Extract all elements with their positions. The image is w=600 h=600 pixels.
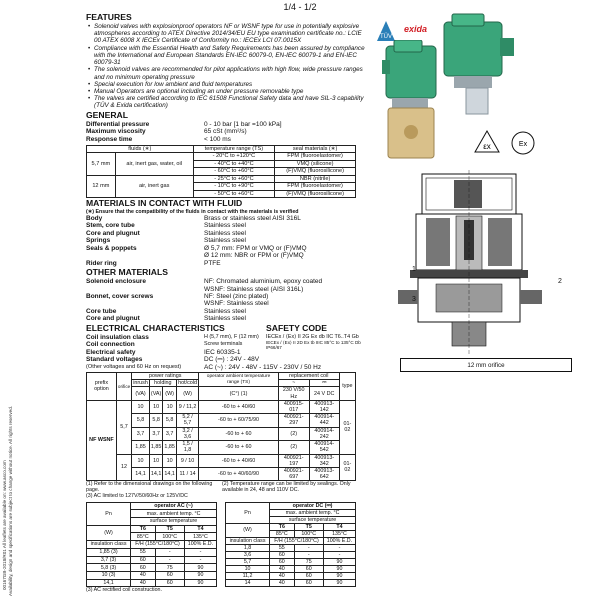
- material-value: Stainless steel: [204, 222, 246, 230]
- page-number: 1/4 - 1/2: [283, 2, 317, 12]
- coil-dc-cell: 400913-142: [309, 400, 339, 413]
- coil-ac-cell: (2): [278, 427, 309, 440]
- other-key: Bonnet, cover screws: [86, 292, 154, 300]
- inrush-header: inrush: [133, 380, 148, 387]
- ac-cell: 5,8 (3): [87, 564, 131, 572]
- dc-cell: -: [294, 545, 323, 552]
- inrush-cell: 10: [132, 454, 150, 467]
- dc-cell: 5,7: [226, 559, 270, 566]
- orifice-cell: 12: [116, 454, 131, 481]
- ac-operator-table: [86, 502, 217, 588]
- ac-cell: -: [155, 556, 184, 564]
- dc-cell: 60: [294, 573, 323, 580]
- dc-col: T5: [294, 523, 323, 530]
- electrical-heading-row: [86, 323, 366, 334]
- ac-ins-label: insulation class: [87, 541, 131, 549]
- type-cell: 01-02: [339, 400, 355, 454]
- valve-photo-steel: [436, 12, 532, 116]
- ac-cell: 75: [155, 564, 184, 572]
- spec-notes: [86, 481, 366, 493]
- side-text-leaflet: 00167GB-2018/R01 All leaflets are available on: www.asco.com: [2, 460, 7, 590]
- dc-cell: 40: [270, 573, 294, 580]
- dc-col: T6: [270, 523, 294, 530]
- ambient-cell: -60 to + 40/60: [199, 400, 279, 413]
- ac-cell: -: [184, 556, 216, 564]
- other-value: WSNF: Stainless steel (AISI 316L): [204, 285, 304, 293]
- material-value: Ø 5,7 mm: FPM or VMQ or (F)VMQ: [204, 244, 307, 252]
- type-header: type: [339, 373, 355, 401]
- material-key: Springs: [86, 237, 111, 245]
- power-header: power ratings: [132, 373, 199, 380]
- pn-header: Pn: [87, 502, 131, 525]
- material-row: [86, 222, 366, 229]
- orifice-cell: 5,7: [116, 400, 131, 454]
- coil-ac-cell: 400921-197: [278, 454, 309, 467]
- general-row: [86, 128, 366, 135]
- other-key: Core and plugnut: [86, 315, 140, 323]
- exida-logo: exida: [404, 24, 428, 34]
- dc-cell: 90: [323, 566, 355, 573]
- temp-cell: - 25°C to +60°C: [193, 175, 275, 182]
- dc-cell: 11,2: [226, 573, 270, 580]
- ac-title: operator AC (~): [131, 502, 217, 510]
- coil-dc-cell: 400913-642: [309, 467, 339, 480]
- electrical-value: Screw terminals: [204, 341, 243, 348]
- hotcold-cell: 1,5 / 1,8: [176, 441, 198, 454]
- electrical-key: (Other voltages and 60 Hz on request): [86, 363, 182, 370]
- hotcold-header: hot/cold: [178, 380, 197, 387]
- electrical-key: Electrical safety: [86, 348, 136, 356]
- features-list: [86, 23, 366, 110]
- ac-unit: (W): [87, 525, 131, 540]
- coil-dc-cell: 400914-442: [309, 414, 339, 427]
- material-key: Rider ring: [86, 259, 117, 267]
- other-row: [86, 286, 366, 293]
- side-text-rights: Availability, design and specifications are subject to change without notice. All rights reserved.: [8, 405, 13, 596]
- ac-temp: 100°C: [155, 533, 184, 541]
- port-label-1: 1: [412, 266, 416, 273]
- seal-cell: FPM (fluoroelastomer): [275, 183, 356, 190]
- material-key: [86, 252, 204, 259]
- ac-cell: 40: [131, 572, 155, 580]
- other-key: [86, 286, 204, 293]
- ac-cell: 90: [184, 579, 216, 587]
- dc-cell: 14: [226, 580, 270, 587]
- dc-cell: 55: [270, 545, 294, 552]
- dc-cell: 40: [270, 580, 294, 587]
- dc-cell: 90: [323, 573, 355, 580]
- dc-cell: 1,8: [226, 545, 270, 552]
- other-row: [86, 315, 366, 322]
- general-row: [86, 121, 366, 128]
- ambient-cell: -60 to + 60: [199, 441, 279, 454]
- material-row: [86, 260, 366, 267]
- other-key: Core tube: [86, 307, 117, 315]
- ac-temp: 135°C: [184, 533, 216, 541]
- svg-text:εx: εx: [483, 142, 491, 151]
- material-row: [86, 237, 366, 244]
- electrical-row: [86, 356, 366, 363]
- dc-col: T4: [323, 523, 355, 530]
- orifice-cell: 5,7 mm: [87, 153, 116, 175]
- inrush-cell: 5,8: [132, 414, 150, 427]
- ac-cell: 90: [184, 564, 216, 572]
- coil-ac-cell: (2): [278, 441, 309, 454]
- other-row: [86, 293, 366, 300]
- dc-temp: 85°C: [270, 530, 294, 537]
- material-row: [86, 215, 366, 222]
- general-key: Maximum viscosity: [86, 128, 146, 136]
- hotcold-cell: 9 / 11,2: [176, 400, 198, 413]
- inrush-cell: 14,1: [132, 467, 150, 480]
- fluids-header: fluids (∗): [87, 145, 194, 152]
- ac-cell: 40: [131, 579, 155, 587]
- feature-item: • The solenoid valves are recommended for pilot applications with high flow, wide pressure ranges and no minimum operating pressure: [86, 66, 366, 80]
- coil-dc-cell: 400914-242: [309, 427, 339, 440]
- temp-cell: - 10°C to +90°C: [193, 183, 275, 190]
- other-value: NF: Chromated aluminium, epoxy coated: [204, 278, 323, 286]
- holding-va-cell: 14,1: [149, 467, 163, 480]
- other-title: OTHER MATERIALS: [86, 267, 168, 278]
- unit-c: (C°) (1): [199, 387, 279, 400]
- other-row: [86, 308, 366, 315]
- unit-dc: 24 V DC: [309, 387, 339, 400]
- coil-ac-cell: 400915-017: [278, 400, 309, 413]
- iecex-ex-icon: [510, 130, 536, 156]
- inrush-cell: 1,85: [132, 441, 150, 454]
- ac-temp: 85°C: [131, 533, 155, 541]
- dc-temp: 135°C: [323, 530, 355, 537]
- dc-symbol: ⎓: [309, 380, 339, 387]
- electrical-value: IEC 60335-1: [204, 348, 241, 356]
- material-value: Stainless steel: [204, 237, 246, 245]
- holding-va-cell: 5,8: [149, 414, 163, 427]
- electrical-value: H (5,7 mm), F (12 mm): [204, 333, 259, 340]
- temperature-tables: [86, 502, 366, 588]
- other-key: [86, 300, 204, 307]
- material-value: PTFE: [204, 259, 221, 267]
- other-row: [86, 300, 366, 307]
- ac-surface: surface temperature: [131, 517, 217, 525]
- dc-cell: 60: [270, 559, 294, 566]
- fluid-cell: air, inert gas: [115, 175, 193, 197]
- hotcold-cell: 9 / 10: [176, 454, 198, 467]
- dc-cell: 60: [294, 566, 323, 573]
- electrical-key: Standard voltages: [86, 356, 143, 364]
- holding-va-cell: 10: [149, 454, 163, 467]
- prefix-cell: NF WSNF: [87, 400, 117, 480]
- dc-cell: 60: [294, 580, 323, 587]
- material-row: [86, 252, 366, 259]
- holding-header: holding: [149, 380, 176, 387]
- general-value: < 100 ms: [204, 135, 231, 143]
- dc-title: operator DC (⎓): [270, 502, 356, 509]
- holding-va-cell: 3,7: [149, 427, 163, 440]
- inrush-cell: 3,7: [132, 427, 150, 440]
- material-key: Body: [86, 214, 103, 222]
- seal-cell: (F)VMQ (fluorosilicone): [275, 168, 356, 175]
- electrical-row: [86, 364, 366, 371]
- ac-cell: -: [155, 548, 184, 556]
- ambient-cell: -60 to + 40/60/90: [199, 467, 279, 480]
- ac-cell: 60: [131, 564, 155, 572]
- ac-col: T6: [131, 525, 155, 533]
- feature-item: • Compliance with the Essential Health and Safety Requirements has been assured by compliance with the International and European Standards EN-IEC 60079-0, EN-IEC 60079-1 and EN-IEC 60079-31: [86, 45, 366, 67]
- holding-va-cell: 1,85: [149, 441, 163, 454]
- valve-section-drawing: [396, 170, 568, 356]
- general-value: 0 - 10 bar [1 bar =100 kPa]: [204, 120, 282, 128]
- atex-ex-icon: [474, 130, 500, 154]
- dc-cell: -: [323, 552, 355, 559]
- ac-cell: 90: [184, 572, 216, 580]
- ambient-cell: -60 to + 60: [199, 427, 279, 440]
- ambient-cell: -60 to + 40/60: [199, 454, 279, 467]
- seal-cell: FPM (fluoroelastomer): [275, 153, 356, 160]
- electrical-key: Coil connection: [86, 341, 135, 349]
- other-value: NF: Steel (zinc plated): [204, 292, 269, 300]
- hotcold-cell: 11 / 14: [176, 467, 198, 480]
- seal-cell: NBR (nitrile): [275, 175, 356, 182]
- holding-w-cell: 5,8: [163, 414, 177, 427]
- coil-dc-cell: 400913-342: [309, 454, 339, 467]
- dc-cell: 10: [226, 566, 270, 573]
- electrical-title: ELECTRICAL CHARACTERISTICS: [86, 322, 225, 333]
- coil-ac-cell: 400921-697: [278, 467, 309, 480]
- material-key: Seals & poppets: [86, 244, 137, 252]
- unit-ac: 230 V/50 Hz: [278, 387, 309, 400]
- electrical-block: [86, 334, 366, 371]
- prefix-header: prefix option: [87, 373, 117, 401]
- other-key: Solenoid enclosure: [86, 278, 146, 286]
- port-label-2: 2: [558, 278, 562, 285]
- seal-cell: VMQ (silicone): [275, 160, 356, 167]
- safety-title: SAFETY CODE: [266, 322, 327, 333]
- other-value: Stainless steel: [204, 315, 246, 323]
- material-row: [86, 245, 366, 252]
- safety-line: IECEx / ⟨Ex⟩ II 2D Ex tb IIIC 85°C to 135°C Db IP66/67: [266, 339, 361, 351]
- general-value: 65 cSt (mm²/s): [204, 128, 247, 136]
- dc-cell: 40: [270, 566, 294, 573]
- orifice-header: orifice: [116, 373, 131, 401]
- coil-header: replacement coil: [278, 373, 339, 380]
- spec-note: (2) Temperature range can be limited by sealings. Only available in 24, 48 and 110V DC.: [222, 481, 351, 494]
- dc-cell: -: [323, 545, 355, 552]
- fluids-table: [86, 145, 356, 198]
- orifice-cell: 12 mm: [87, 175, 116, 197]
- ac-cell: 60: [155, 572, 184, 580]
- dc-ins: F/H (155°C/180°C): [270, 537, 324, 544]
- temperature-header: temperature range (TS): [193, 145, 275, 152]
- unit-va: (VA): [149, 387, 163, 400]
- ac-cell: 60: [131, 556, 155, 564]
- general-row: [86, 136, 366, 143]
- dc-ins-label: insulation class: [226, 537, 270, 544]
- safety-line: IECEx / ⟨Ex⟩ II 2G Ex db IIC T6..T4 Gb: [266, 333, 359, 340]
- temp-cell: - 60°C to +60°C: [193, 168, 275, 175]
- ac-cell: 3,7 (3): [87, 556, 131, 564]
- ac-ins: F/H (155°C/180°C): [131, 541, 185, 549]
- dc-unit: (W): [226, 523, 270, 537]
- other-row: [86, 278, 366, 285]
- holding-w-cell: 10: [163, 454, 177, 467]
- ac-symbol: ~: [278, 380, 309, 387]
- materials-note: (∗) Ensure that the compatibility of the fluids in contact with the materials is verified: [86, 208, 299, 215]
- dc-cell: -: [294, 552, 323, 559]
- pn-header: Pn: [226, 502, 270, 523]
- material-key: Core and plugnut: [86, 229, 140, 237]
- material-value: Brass or stainless steel AISI 316L: [204, 214, 301, 222]
- coil-ac-cell: 400921-297: [278, 414, 309, 427]
- spec-note: (3) AC limited to 127V/50/60Hz or 125V/DC: [86, 493, 188, 500]
- port-label-3: 3: [412, 296, 416, 303]
- unit-w: (W): [163, 387, 177, 400]
- ac-subtitle: max. ambient temp. °C: [131, 510, 217, 518]
- ac-cell: 55: [131, 548, 155, 556]
- temp-cell: - 20°C to +120°C: [193, 153, 275, 160]
- holding-w-cell: 1,85: [163, 441, 177, 454]
- material-key: Stem, core tube: [86, 222, 135, 230]
- material-row: [86, 230, 366, 237]
- tuv-logo-icon: [376, 20, 396, 42]
- holding-w-cell: 14,1: [163, 467, 177, 480]
- tuv-logo-text: TÜV: [380, 34, 392, 40]
- fluid-cell: air, inert gas, water, oil: [115, 153, 193, 175]
- ac-note: (3) AC rectified coil construction.: [86, 587, 162, 594]
- dc-surface: surface temperature: [270, 516, 356, 523]
- ambient-cell: -60 to + 60/75/90: [199, 414, 279, 427]
- inrush-cell: 10: [132, 400, 150, 413]
- feature-item: • The valves are certified according to IEC 61508 Functional Safety data and have SIL-3 capability (TÜV & Exida certification): [86, 95, 366, 109]
- ac-ins: 100% E.D.: [184, 541, 216, 549]
- ambient-header: operator ambient temperature range (TS): [199, 373, 279, 387]
- material-value: Stainless steel: [204, 229, 246, 237]
- dc-cell: 75: [294, 559, 323, 566]
- holding-w-cell: 10: [163, 400, 177, 413]
- spec-table: [86, 372, 356, 481]
- general-key: Response time: [86, 135, 133, 143]
- unit-w: (W): [176, 387, 198, 400]
- holding-va-cell: 10: [149, 400, 163, 413]
- general-key: Differential pressure: [86, 120, 150, 128]
- ac-col: T4: [184, 525, 216, 533]
- feature-item: • Solenoid valves with explosionproof operators NF or WSNF type for use in potentially explosive atmospheres according to ATEX Directive 2014/34/EU EU type examination certificate no.: LCIE 00 ATEX 6008 X IECEx Certificate of Conformity no.: IECEx LCI 07.0015X: [86, 23, 366, 45]
- unit-va: (VA): [132, 387, 150, 400]
- features-title: FEATURES: [86, 12, 132, 22]
- material-value: Ø 12 mm: NBR or FPM or (F)VMQ: [204, 252, 304, 260]
- left-column: [86, 12, 366, 594]
- ac-cell: 14,1: [87, 579, 131, 587]
- dc-cell: 90: [323, 559, 355, 566]
- dc-cell: 3,6: [226, 552, 270, 559]
- ac-col: T5: [155, 525, 184, 533]
- safety-code-block: [266, 334, 366, 351]
- spec-note: (1) Refer to the dimensional drawings on the following page.: [86, 481, 213, 494]
- holding-w-cell: 3,7: [163, 427, 177, 440]
- ac-cell: 10 (3): [87, 572, 131, 580]
- drawing-caption: 12 mm orifice: [400, 358, 572, 372]
- seal-cell: (F)VMQ (fluorosilicone): [275, 190, 356, 197]
- hotcold-cell: 5,2 / 5,7: [176, 414, 198, 427]
- svg-text:Ex: Ex: [518, 141, 528, 148]
- dc-cell: 60: [270, 552, 294, 559]
- electrical-value: AC (~) : 24V - 48V - 115V - 230V / 50 Hz: [204, 363, 322, 371]
- dc-subtitle: max. ambient temp. °C: [270, 509, 356, 516]
- electrical-value: DC (⎓) : 24V - 48V: [204, 356, 260, 364]
- dc-cell: 90: [323, 580, 355, 587]
- seal-header: seal materials (∗): [275, 145, 356, 152]
- temp-cell: - 50°C to +60°C: [193, 190, 275, 197]
- general-title: GENERAL: [86, 109, 129, 120]
- type-cell: 01-02: [339, 454, 355, 481]
- dc-temp: 100°C: [294, 530, 323, 537]
- other-value: WSNF: Stainless steel: [204, 300, 269, 308]
- ac-cell: 60: [155, 579, 184, 587]
- other-value: Stainless steel: [204, 307, 246, 315]
- dc-operator-table: [225, 502, 356, 588]
- feature-item: • Special execution for low ambient and fluid temperatures: [86, 81, 366, 88]
- hotcold-cell: 3,2 / 3,6: [176, 427, 198, 440]
- ac-cell: 1,85 (3): [87, 548, 131, 556]
- electrical-key: Coil insulation class: [86, 333, 149, 341]
- temp-cell: - 40°C to +40°C: [193, 160, 275, 167]
- coil-dc-cell: 400914-542: [309, 441, 339, 454]
- ac-cell: -: [184, 548, 216, 556]
- feature-item: • Manual Operators are optional including an under pressure removable type: [86, 88, 366, 95]
- materials-title: MATERIALS IN CONTACT WITH FLUID: [86, 197, 243, 208]
- dc-ins: 100% E.D.: [323, 537, 355, 544]
